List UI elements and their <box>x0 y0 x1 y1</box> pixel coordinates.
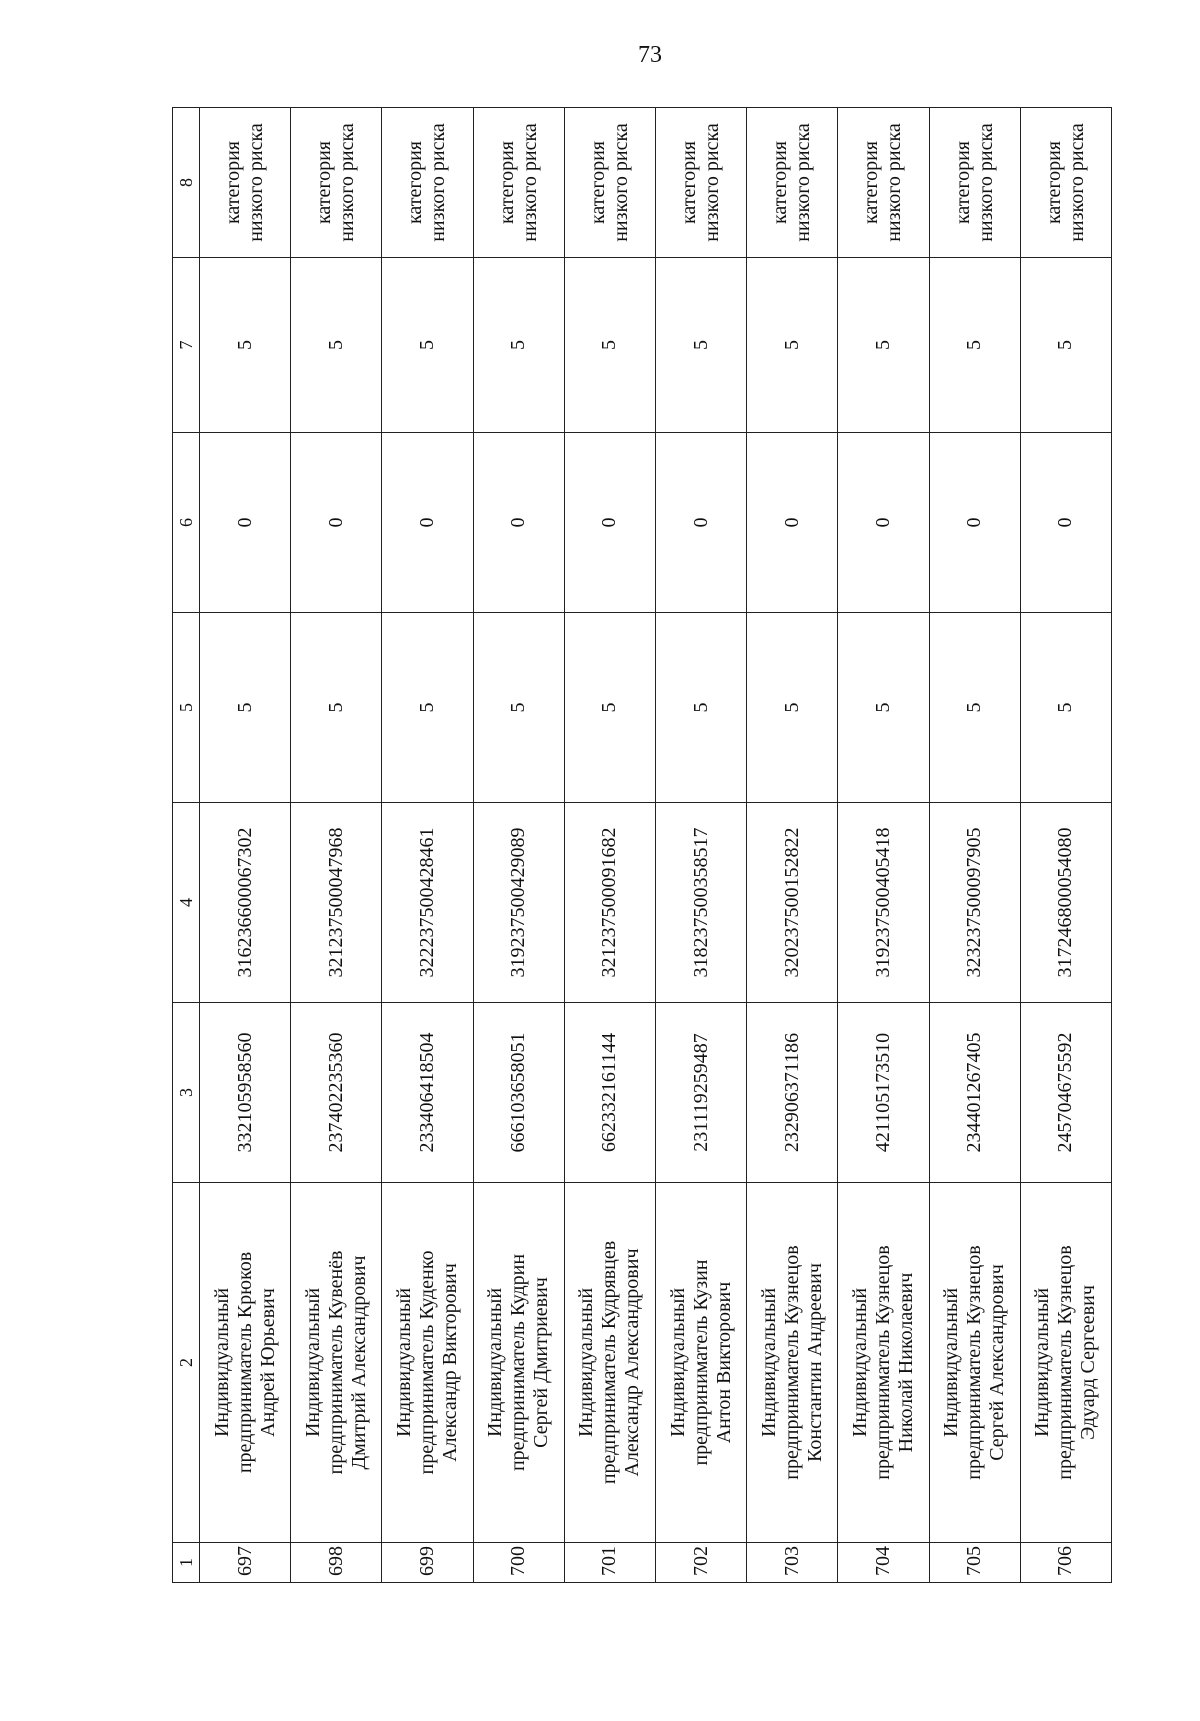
name-line: Александр Александрович <box>621 1248 644 1477</box>
value-cell: 0 <box>838 433 929 613</box>
column-header: 6 <box>173 433 200 613</box>
name-line: Индивидуальный <box>484 1287 507 1438</box>
name-line: Александр Викторович <box>438 1263 461 1462</box>
column-header: 4 <box>173 803 200 1003</box>
row-number: 703 <box>747 1543 838 1583</box>
entrepreneur-name <box>1020 1183 1111 1543</box>
row-number: 697 <box>200 1543 291 1583</box>
inn-cell: 662332161144 <box>564 1003 655 1183</box>
name-line: Индивидуальный <box>392 1287 415 1438</box>
name-line: Индивидуальный <box>1031 1287 1054 1438</box>
table-row <box>200 108 291 1583</box>
name-line: предприниматель Кувенёв <box>324 1250 347 1475</box>
ogrnip-cell: 316236600067302 <box>200 803 291 1003</box>
table-row <box>382 108 473 1583</box>
value-cell: 5 <box>747 613 838 803</box>
name-line: Николай Николаевич <box>894 1272 917 1453</box>
registry-table <box>172 107 1112 1583</box>
risk-category-cell: категория низкого риска <box>655 108 746 258</box>
risk-category-cell: категория низкого риска <box>564 108 655 258</box>
column-header: 1 <box>173 1543 200 1583</box>
name-line: предприниматель Кузин <box>689 1259 712 1466</box>
table-row <box>838 108 929 1583</box>
column-header: 3 <box>173 1003 200 1183</box>
name-line: предприниматель Кузнецов <box>780 1245 803 1480</box>
value-cell: 0 <box>382 433 473 613</box>
name-line: Индивидуальный <box>210 1287 233 1438</box>
column-header: 2 <box>173 1183 200 1543</box>
inn-cell: 237402235360 <box>291 1003 382 1183</box>
page-number: 73 <box>638 42 662 68</box>
name-line: предприниматель Кузнецов <box>963 1245 986 1480</box>
ogrnip-cell: 321237500091682 <box>564 803 655 1003</box>
value-cell: 5 <box>473 258 564 433</box>
ogrnip-cell: 322237500428461 <box>382 803 473 1003</box>
entrepreneur-name <box>200 1183 291 1543</box>
value-cell: 5 <box>838 258 929 433</box>
inn-cell: 421105173510 <box>838 1003 929 1183</box>
row-number: 699 <box>382 1543 473 1583</box>
table-row <box>655 108 746 1583</box>
rotated-table-container <box>172 108 1112 1583</box>
value-cell: 5 <box>291 258 382 433</box>
value-cell: 5 <box>655 258 746 433</box>
risk-category-cell: категория низкого риска <box>929 108 1020 258</box>
risk-category-cell: категория низкого риска <box>200 108 291 258</box>
inn-cell: 666103658051 <box>473 1003 564 1183</box>
entrepreneur-name <box>291 1183 382 1543</box>
name-line: Индивидуальный <box>757 1287 780 1438</box>
inn-cell: 232906371186 <box>747 1003 838 1183</box>
value-cell: 0 <box>200 433 291 613</box>
table-row <box>291 108 382 1583</box>
column-header: 8 <box>173 108 200 258</box>
entrepreneur-name <box>747 1183 838 1543</box>
value-cell: 0 <box>291 433 382 613</box>
value-cell: 0 <box>747 433 838 613</box>
risk-category-cell: категория низкого риска <box>747 108 838 258</box>
value-cell: 5 <box>564 258 655 433</box>
row-number: 704 <box>838 1543 929 1583</box>
name-line: Дмитрий Александрович <box>347 1255 370 1470</box>
value-cell: 0 <box>564 433 655 613</box>
name-line: Андрей Юрьевич <box>256 1288 279 1437</box>
table-row <box>473 108 564 1583</box>
name-line: Индивидуальный <box>940 1287 963 1438</box>
value-cell: 5 <box>929 258 1020 433</box>
name-line: Эдуард Сергеевич <box>1077 1285 1100 1440</box>
value-cell: 5 <box>200 258 291 433</box>
value-cell: 5 <box>1020 613 1111 803</box>
value-cell: 5 <box>747 258 838 433</box>
name-line: Антон Викторович <box>712 1281 735 1444</box>
row-number: 698 <box>291 1543 382 1583</box>
row-number: 700 <box>473 1543 564 1583</box>
value-cell: 5 <box>382 613 473 803</box>
table-row <box>929 108 1020 1583</box>
entrepreneur-name <box>382 1183 473 1543</box>
risk-category-cell: категория низкого риска <box>382 108 473 258</box>
name-line: предприниматель Кудрявцев <box>598 1240 621 1485</box>
ogrnip-cell: 318237500358517 <box>655 803 746 1003</box>
entrepreneur-name <box>564 1183 655 1543</box>
table-row <box>747 108 838 1583</box>
name-line: Сергей Дмитриевич <box>530 1277 553 1448</box>
risk-category-cell: категория низкого риска <box>291 108 382 258</box>
name-line: Индивидуальный <box>575 1287 598 1438</box>
row-number: 705 <box>929 1543 1020 1583</box>
ogrnip-cell: 323237500097905 <box>929 803 1020 1003</box>
value-cell: 5 <box>1020 258 1111 433</box>
name-line: Константин Андреевич <box>803 1263 826 1462</box>
ogrnip-cell: 319237500429089 <box>473 803 564 1003</box>
row-number: 706 <box>1020 1543 1111 1583</box>
entrepreneur-name <box>929 1183 1020 1543</box>
name-line: Сергей Александрович <box>986 1264 1009 1461</box>
value-cell: 5 <box>291 613 382 803</box>
inn-cell: 245704675592 <box>1020 1003 1111 1183</box>
risk-category-cell: категория низкого риска <box>838 108 929 258</box>
table-row <box>1020 108 1111 1583</box>
column-header: 7 <box>173 258 200 433</box>
table-row <box>564 108 655 1583</box>
inn-cell: 231119259487 <box>655 1003 746 1183</box>
inn-cell: 234401267405 <box>929 1003 1020 1183</box>
risk-category-cell: категория низкого риска <box>1020 108 1111 258</box>
name-line: предприниматель Кудрин <box>507 1253 530 1472</box>
name-line: предприниматель Кузнецов <box>1054 1245 1077 1480</box>
entrepreneur-name <box>473 1183 564 1543</box>
inn-cell: 233406418504 <box>382 1003 473 1183</box>
value-cell: 5 <box>473 613 564 803</box>
value-cell: 0 <box>929 433 1020 613</box>
ogrnip-cell: 319237500405418 <box>838 803 929 1003</box>
ogrnip-cell: 320237500152822 <box>747 803 838 1003</box>
value-cell: 5 <box>655 613 746 803</box>
entrepreneur-name <box>838 1183 929 1543</box>
value-cell: 0 <box>1020 433 1111 613</box>
ogrnip-cell: 321237500047968 <box>291 803 382 1003</box>
value-cell: 5 <box>564 613 655 803</box>
column-header: 5 <box>173 613 200 803</box>
row-number: 702 <box>655 1543 746 1583</box>
name-line: предприниматель Кузнецов <box>871 1245 894 1480</box>
name-line: Индивидуальный <box>848 1287 871 1438</box>
risk-category-cell: категория низкого риска <box>473 108 564 258</box>
entrepreneur-name <box>655 1183 746 1543</box>
value-cell: 5 <box>838 613 929 803</box>
value-cell: 5 <box>200 613 291 803</box>
name-line: предприниматель Куденко <box>415 1250 438 1475</box>
value-cell: 5 <box>929 613 1020 803</box>
name-line: предприниматель Крюков <box>233 1251 256 1474</box>
value-cell: 5 <box>382 258 473 433</box>
table-header-row <box>173 108 200 1583</box>
name-line: Индивидуальный <box>301 1287 324 1438</box>
name-line: Индивидуальный <box>666 1287 689 1438</box>
value-cell: 0 <box>473 433 564 613</box>
row-number: 701 <box>564 1543 655 1583</box>
value-cell: 0 <box>655 433 746 613</box>
ogrnip-cell: 317246800054080 <box>1020 803 1111 1003</box>
inn-cell: 332105958560 <box>200 1003 291 1183</box>
